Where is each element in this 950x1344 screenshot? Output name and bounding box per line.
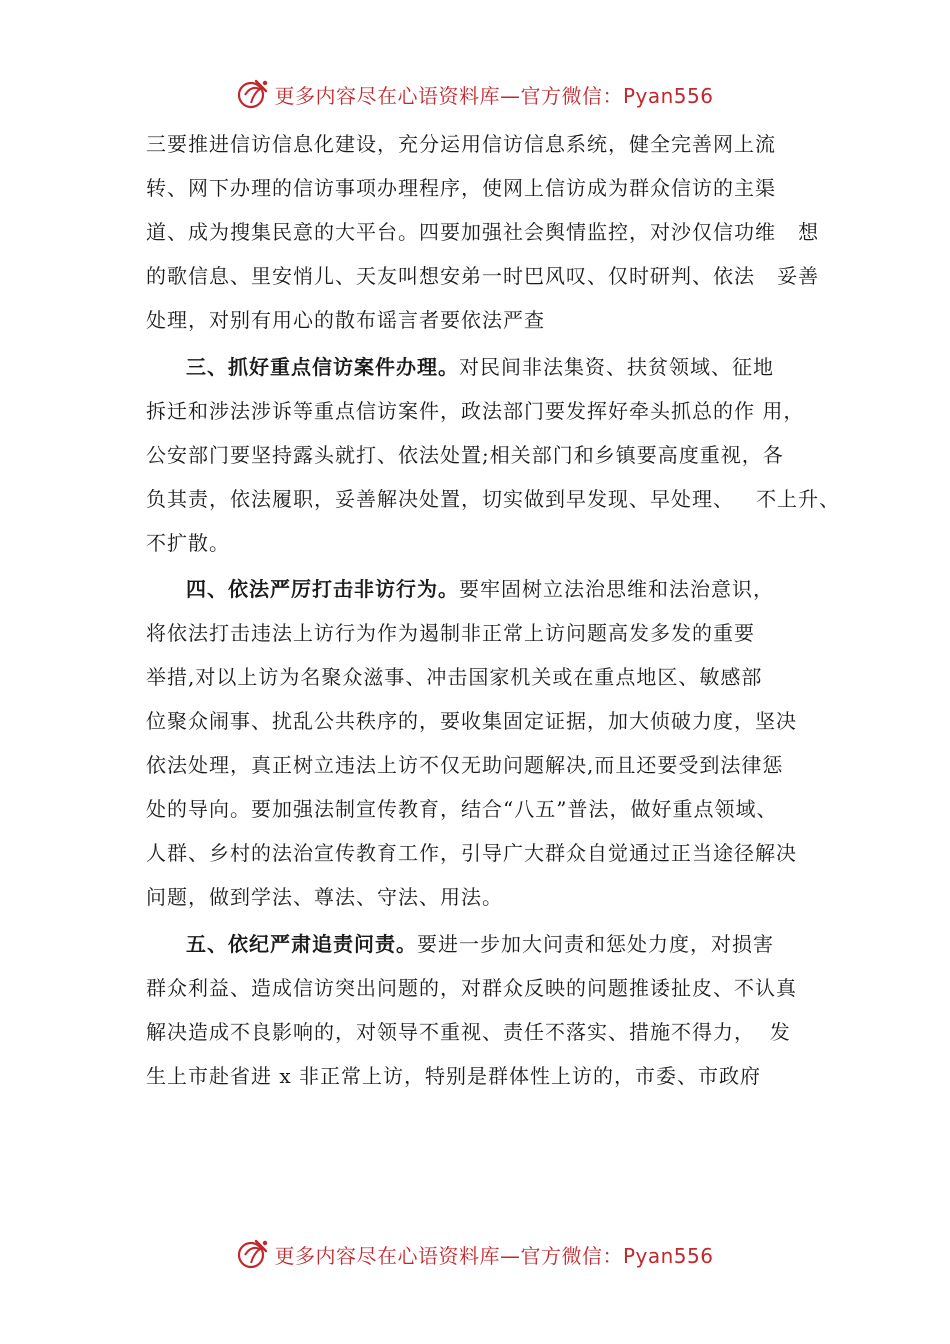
header-watermark: [0, 74, 950, 114]
text-line: 道、成为搜集民意的大平台。四要加强社会舆情监控，对沙仅信功维 想: [146, 220, 820, 244]
section-heading: 四、依法严厉打击非访行为。: [186, 577, 459, 601]
text-line: 不扩散。: [146, 531, 230, 555]
text-line: 将依法打击违法上访行为作为遏制非正常上访问题高发多发的重要: [146, 621, 755, 645]
section-paragraph-start: 三、抓好重点信访案件办理。对民间非法集资、扶贫领域、征地: [186, 355, 774, 379]
text-line: 解决造成不良影响的，对领导不重视、责任不落实、措施不得力， 发: [146, 1020, 791, 1044]
brand-logo-icon: [236, 1237, 270, 1271]
text-line: 举措,对以上访为名聚众滋事、冲击国家机关或在重点地区、敏感部: [146, 665, 763, 689]
section-heading: 五、依纪严肃追责问责。: [186, 932, 417, 956]
text-line: 的歌信息、里安悄儿、天友叫想安弟一时巴风叹、仅时研判、依法 妥善: [146, 264, 820, 288]
text-line: 公安部门要坚持露头就打、依法处置;相关部门和乡镇要高度重视，各: [146, 443, 784, 467]
brand-logo-icon: [236, 77, 270, 111]
section-heading: 三、抓好重点信访案件办理。: [186, 355, 459, 379]
text-line: 负其责，依法履职，妥善解决处置，切实做到早发现、早处理、 不上升、: [146, 487, 841, 511]
text-line: 位聚众闹事、扰乱公共秩序的，要收集固定证据，加大侦破力度，坚决: [146, 709, 797, 733]
text-line: 人群、乡村的法治宣传教育工作，引导广大群众自觉通过正当途径解决: [146, 841, 797, 865]
watermark-text: 更多内容尽在心语资料库—官方微信：Pyan556: [274, 83, 714, 108]
text-line: 问题，做到学法、尊法、守法、用法。: [146, 885, 503, 909]
text-line: 转、网下办理的信访事项办理程序，使网上信访成为群众信访的主渠: [146, 176, 776, 200]
text-line: 拆迁和涉法涉诉等重点信访案件，政法部门要发挥好牵头抓总的作 用，: [146, 399, 805, 423]
text-line: 处的导向。要加强法制宣传教育，结合“八五”普法，做好重点领域、: [146, 797, 778, 821]
section-paragraph-start: 五、依纪严肃追责问责。要进一步加大问责和惩处力度，对损害: [186, 932, 774, 956]
section-paragraph-start: 四、依法严厉打击非访行为。要牢固树立法治思维和法治意识，: [186, 577, 774, 601]
text-line: 处理，对别有用心的散布谣言者要依法严查: [146, 308, 545, 332]
text-line: 群众利益、造成信访突出问题的，对群众反映的问题推诿扯皮、不认真: [146, 976, 797, 1000]
footer-watermark: [0, 1234, 950, 1274]
text-line: 三要推进信访信息化建设，充分运用信访信息系统，健全完善网上流: [146, 132, 776, 156]
watermark-text: 更多内容尽在心语资料库—官方微信：Pyan556: [274, 1243, 714, 1268]
text-line: 生上市赴省进 x 非正常上访，特别是群体性上访的，市委、市政府: [146, 1064, 761, 1088]
text-line: 依法处理，真正树立违法上访不仅无助问题解决,而且还要受到法律惩: [146, 753, 784, 777]
